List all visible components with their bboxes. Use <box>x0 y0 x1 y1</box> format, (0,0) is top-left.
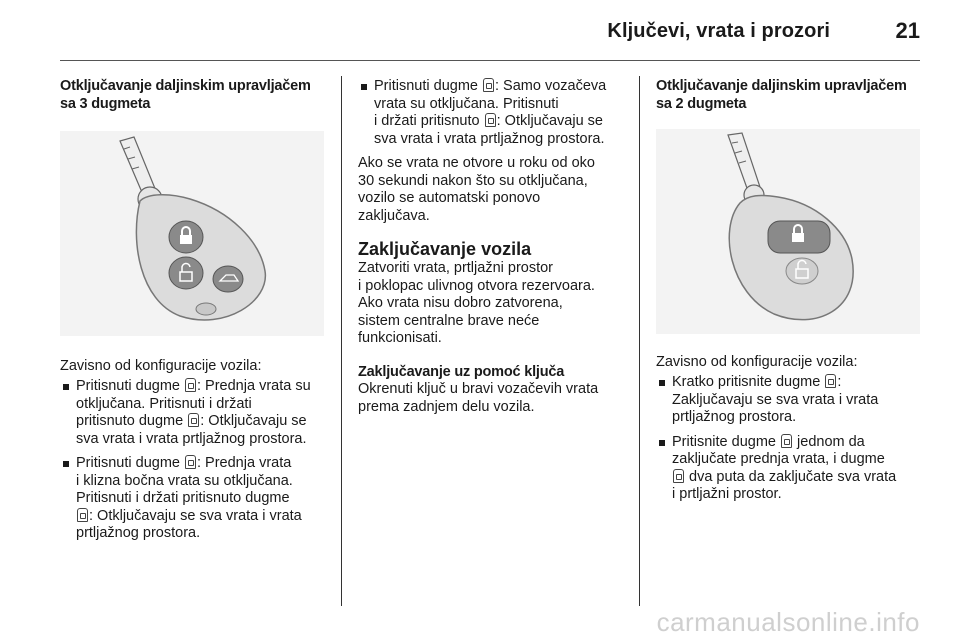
page-number: 21 <box>895 18 920 43</box>
column-2 <box>358 78 626 416</box>
unlock-button-icon <box>188 413 199 427</box>
bullet-marker <box>361 84 367 90</box>
section-heading-3-button: Otključavanje daljinskim upravljačem sa 3 dugmeta <box>60 78 311 112</box>
watermark: carmanualsonline.info <box>656 607 920 637</box>
bullet-list-2-button <box>656 374 924 504</box>
unlock-button-icon <box>185 378 196 392</box>
list-item: Pritisnite dugme jednom da zaključate prednja vrata, i dugme dva puta da zaključate sva vrata i prtljažni prostor. <box>656 434 924 504</box>
auto-relock-paragraph: Ako se vrata ne otvore u roku od oko 30 sekundi nakon što su otključana, vozilo se automatski ponovo zaključava. <box>358 155 595 224</box>
bullet-marker <box>63 384 69 390</box>
list-item: Pritisnuti dugme : Prednja vrata su otključana. Pritisnuti i držati pritisnuto dugme : Otključavaju se sva vrata i vrata prtljažnog prostora. <box>60 378 328 448</box>
bullet-list-3-button <box>60 378 328 543</box>
bullet-marker <box>659 440 665 446</box>
column-divider-2 <box>639 76 640 606</box>
column-1: Otključavanje daljinskim upravljačem sa 3 dugmeta Zavisno od konfiguracije vozila: Pritisnuti dugme : Prednja vrata su otključana. Pritisnuti i držati pritisnuto dugme : Otključavaju se sva vrata i vrata prtljažnog prostora. Pritisnuti dugme : Prednja vrata i klizna bočna vrata su otključana. Pritisnuti i držati pritisnuto dugme : Otključavaju se sva vrata i vrata prtljažnog prostora. <box>60 78 328 550</box>
section-heading-2-button: Otključavanje daljinskim upravljačem sa 2 dugmeta <box>656 78 907 112</box>
remote-2-button-illustration <box>656 129 924 340</box>
unlock-button-icon <box>77 508 88 522</box>
key-locking-paragraph: Okrenuti ključ u bravi vozačevih vrata prema zadnjem delu vozila. <box>358 381 599 415</box>
bullet-list-continued <box>358 78 626 148</box>
list-item: Pritisnuti dugme : Prednja vrata i klizna bočna vrata su otključana. Pritisnuti i držati pritisnuto dugme : Otključavaju se sva vrata i vrata prtljažnog prostora. <box>60 455 328 543</box>
unlock-button-icon <box>485 113 496 127</box>
lock-button-icon <box>825 374 836 388</box>
column-3: Otključavanje daljinskim upravljačem sa 2 dugmeta Zavisno od konfiguracije vozila: Kratko pritisnite dugme : Zaključavaju se sva vrata i vrata prtljažnog prostora. Pritisnite dugme jednom da zaključate prednja vrata, i dugme dva puta da zaključate sva vrata i prtljažni prostor. <box>656 78 924 511</box>
column-divider-1 <box>341 76 342 606</box>
bullet-marker <box>63 461 69 467</box>
lock-button-icon <box>781 434 792 448</box>
unlock-button-icon <box>483 78 494 92</box>
subheading-key-locking: Zaključavanje uz pomoć ključa <box>358 363 565 380</box>
list-item: Kratko pritisnite dugme : Zaključavaju se sva vrata i vrata prtljažnog prostora. <box>656 374 924 427</box>
list-item: Pritisnuti dugme : Samo vozačeva vrata su otključana. Pritisnuti i držati pritisnuto : Otključavaju se sva vrata i vrata prtljažnog prostora. <box>358 78 626 148</box>
remote-3-button-illustration <box>60 131 328 342</box>
bullet-marker <box>659 380 665 386</box>
header-rule <box>60 60 920 61</box>
page-title: Ključevi, vrata i prozori <box>607 20 830 42</box>
section-heading-locking: Zaključavanje vozila <box>358 239 532 259</box>
locking-paragraph: Zatvoriti vrata, prtljažni prostor i poklopac ulivnog otvora rezervoara. Ako vrata nisu dobro zatvorena, sistem centralne brave neće funkcionisati. <box>358 260 595 346</box>
lock-button-icon <box>673 469 684 483</box>
unlock-button-icon <box>185 455 196 469</box>
